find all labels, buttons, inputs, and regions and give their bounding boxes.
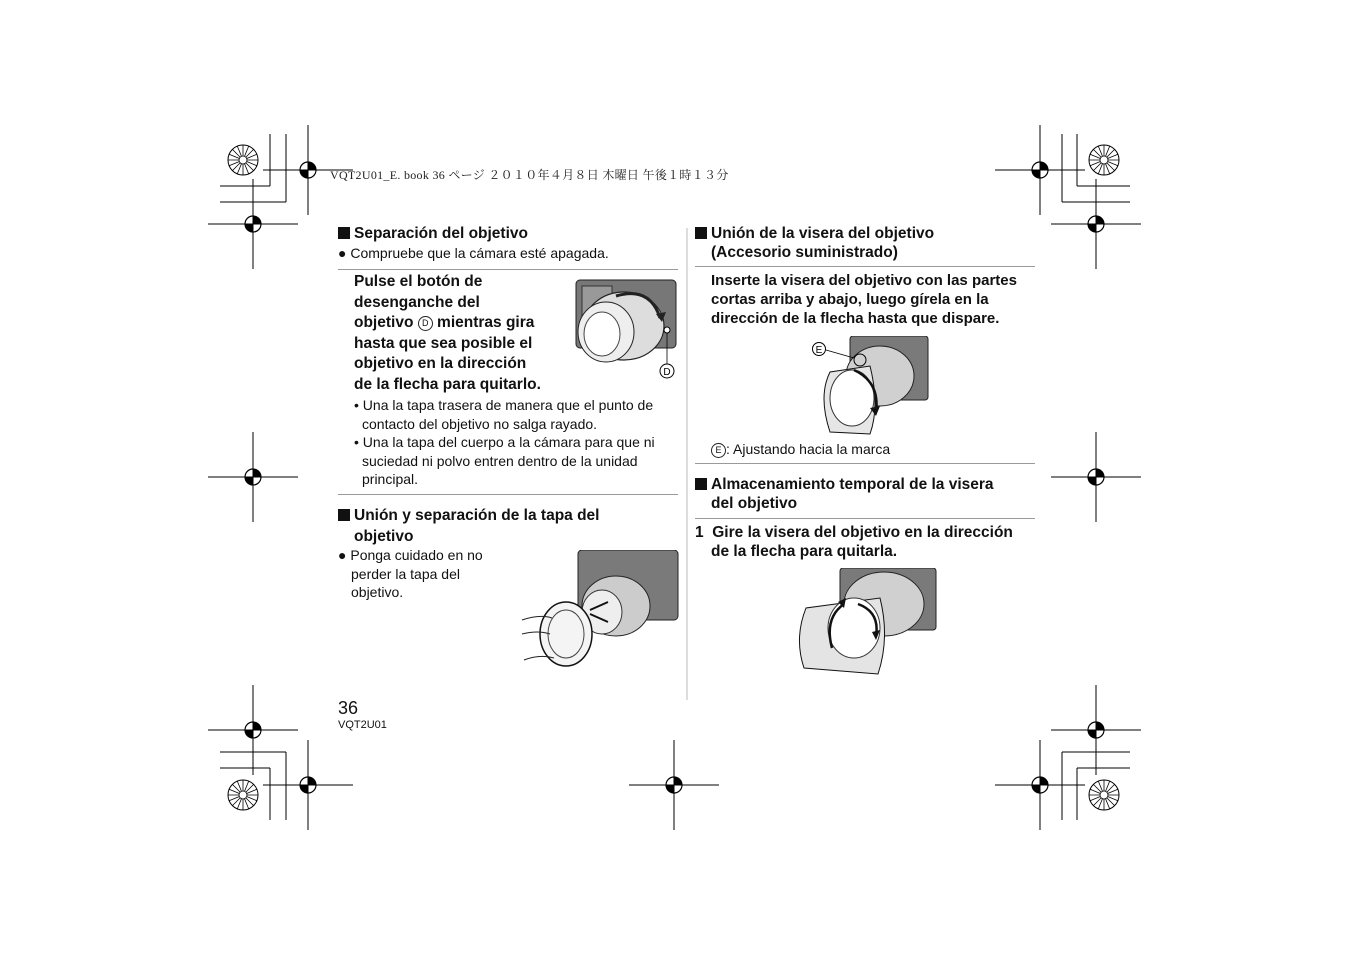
section-title-almacenamiento: Almacenamiento temporal de la visera del objetivo xyxy=(695,475,994,513)
divider xyxy=(338,269,678,270)
divider xyxy=(695,463,1035,464)
storage-step: 1 Gire la visera del objetivo en la dirección de la flecha para quitarla. xyxy=(695,524,1013,560)
svg-text:D: D xyxy=(663,367,671,378)
square-bullet-icon xyxy=(338,509,350,521)
svg-text:E: E xyxy=(815,345,823,356)
lens-removal-illustration xyxy=(572,278,680,380)
section-title-visera: Unión de la visera del objetivo (Accesorio suministrado) xyxy=(695,224,934,262)
section-title-tapa: Unión y separación de la tapa del objetivo xyxy=(338,506,600,547)
bullet-list: • Una la tapa trasera de manera que el punto de contacto del objetivo no salga rayado. • Una la tapa del cuerpo a la cámara para que ni suciedad ni polvo entren dentro de la unidad principal. xyxy=(354,397,655,487)
note-camera-off: ● Compruebe que la cámara esté apagada. xyxy=(338,245,609,261)
file-header: VQT2U01_E. book 36 ページ ２０１０年４月８日 木曜日 午後１時１３分 xyxy=(330,168,729,182)
hood-storage-illustration xyxy=(794,568,938,676)
section-title-separacion: Separación del objetivo xyxy=(338,224,528,243)
square-bullet-icon xyxy=(695,227,707,239)
hood-instruction: Inserte la visera del objetivo con las partes cortas arriba y abajo, luego gírela en la dirección de la flecha hasta que dispare. xyxy=(711,272,1017,327)
marker-e: E xyxy=(711,443,726,458)
lens-cap-illustration xyxy=(520,550,680,674)
note-lens-cap: ● Ponga cuidado en no perder la tapa del objetivo. xyxy=(338,547,483,600)
divider xyxy=(338,494,678,495)
step-instruction: Pulse el botón de desenganche del objetivo D mientras gira hasta que sea posible el objetivo en la dirección de la flecha para quitarlo. xyxy=(354,273,541,393)
hood-attach-illustration xyxy=(810,336,930,436)
model-code: VQT2U01 xyxy=(338,719,387,731)
list-item: • Una la tapa trasera de manera que el punto de xyxy=(354,397,654,413)
square-bullet-icon xyxy=(695,478,707,490)
marker-d: D xyxy=(418,316,433,331)
list-item: • Una la tapa del cuerpo a la cámara para que ni xyxy=(354,434,655,450)
page-number: 36 xyxy=(338,698,359,718)
divider xyxy=(695,518,1035,519)
square-bullet-icon xyxy=(338,227,350,239)
divider xyxy=(695,266,1035,267)
hood-caption: E : Ajustando hacia la marca xyxy=(711,440,890,459)
